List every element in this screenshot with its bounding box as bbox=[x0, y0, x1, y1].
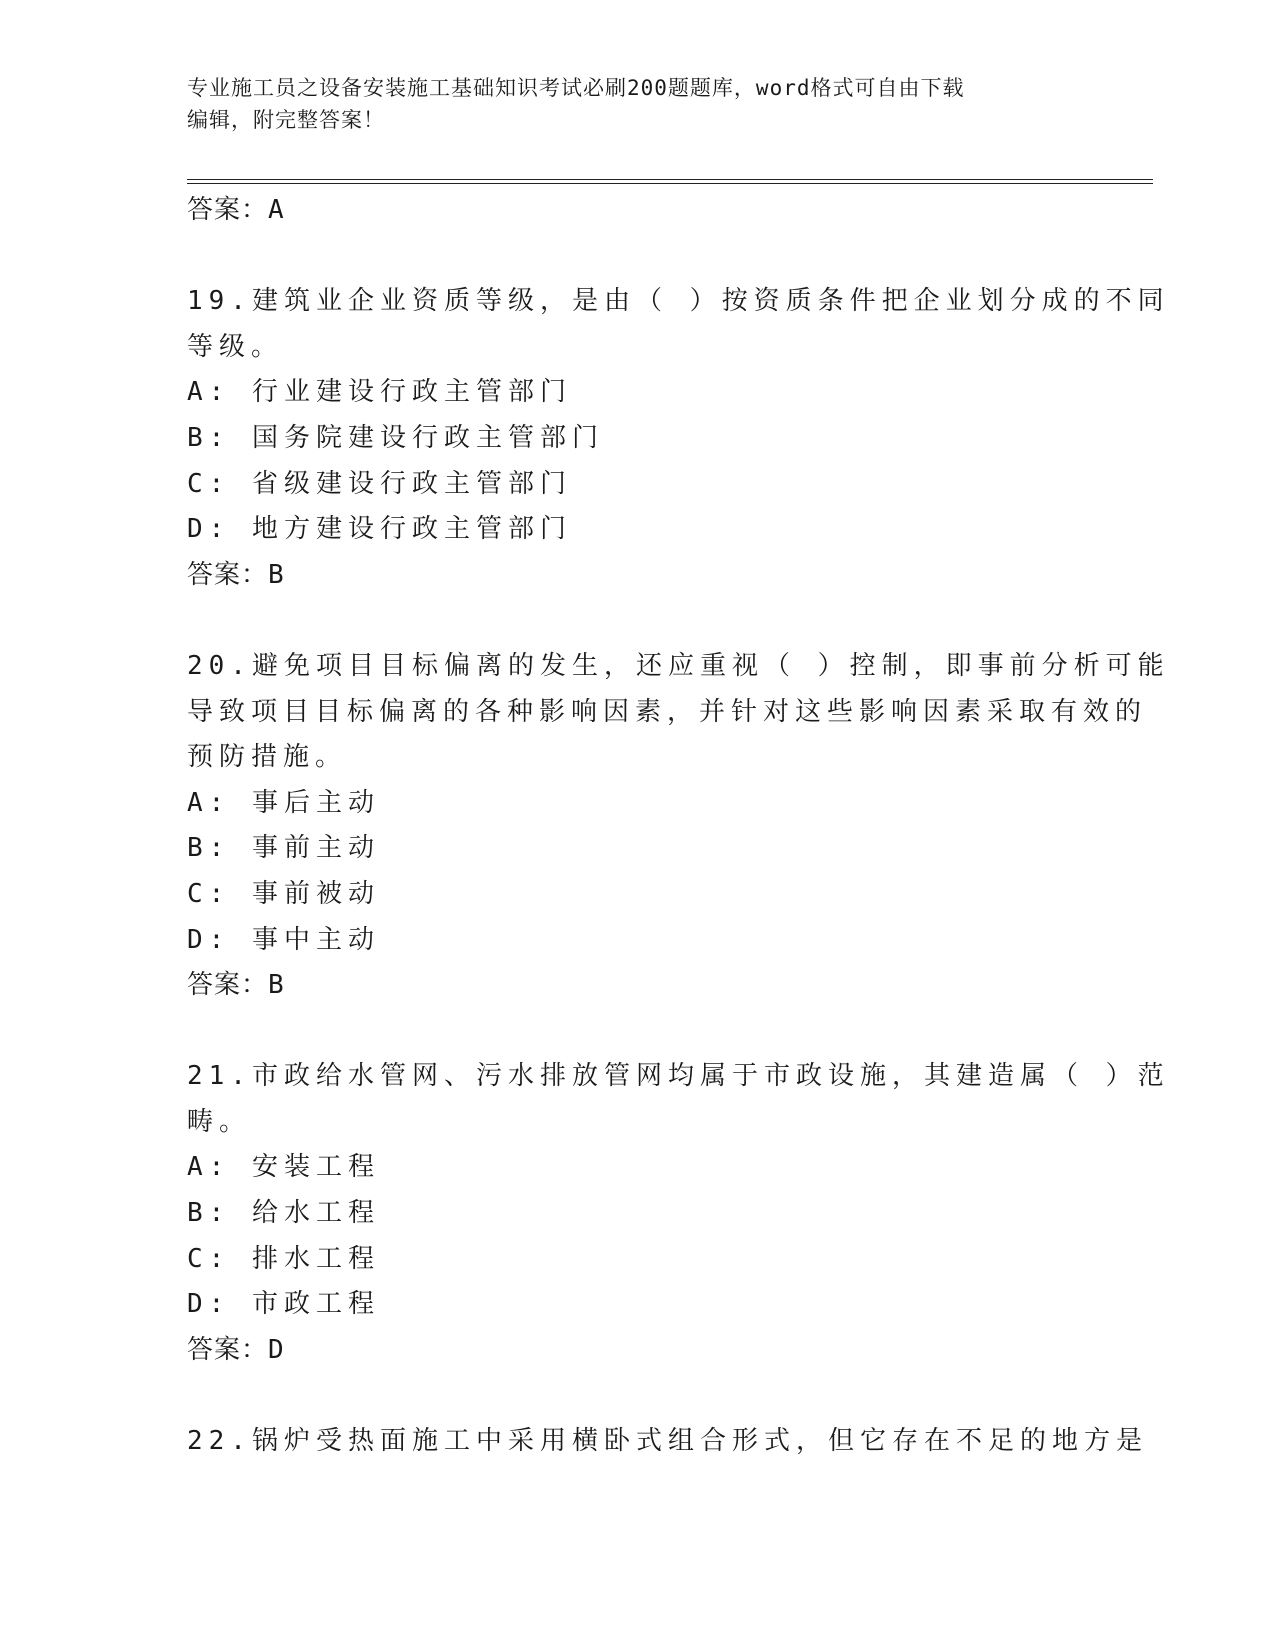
option-a: A: 事后主动 bbox=[187, 787, 380, 818]
answer-line: 答案：B bbox=[187, 559, 285, 590]
answer-line: 答案：B bbox=[187, 970, 285, 1001]
option-b: B: 国务院建设行政主管部门 bbox=[187, 422, 604, 453]
question-stem: 预防措施。 bbox=[187, 742, 348, 773]
question-20 bbox=[187, 644, 1170, 1009]
question-22 bbox=[187, 1419, 1148, 1465]
header-line-1: 专业施工员之设备安装施工基础知识考试必刷200题题库，word格式可自由下载 bbox=[187, 76, 965, 100]
question-stem: 22.锅炉受热面施工中采用横卧式组合形式，但它存在不足的地方是 bbox=[187, 1426, 1148, 1457]
question-21 bbox=[187, 1054, 1170, 1373]
spacer bbox=[187, 598, 1087, 644]
option-b: B: 给水工程 bbox=[187, 1198, 380, 1229]
spacer bbox=[187, 234, 1087, 280]
header-line-2: 编辑，附完整答案！ bbox=[187, 108, 385, 132]
option-a: A: 行业建设行政主管部门 bbox=[187, 377, 572, 408]
answer-line: 答案：D bbox=[187, 1334, 285, 1365]
option-d: D: 事中主动 bbox=[187, 924, 380, 955]
document-header bbox=[187, 72, 1087, 136]
question-stem: 畴。 bbox=[187, 1106, 252, 1137]
option-d: D: 市政工程 bbox=[187, 1289, 380, 1320]
question-19 bbox=[187, 279, 1170, 598]
option-a: A: 安装工程 bbox=[187, 1152, 380, 1183]
option-c: C: 省级建设行政主管部门 bbox=[187, 468, 572, 499]
question-stem: 20.避免项目目标偏离的发生，还应重视（ ）控制，即事前分析可能 bbox=[187, 650, 1170, 681]
option-d: D: 地方建设行政主管部门 bbox=[187, 514, 572, 545]
question-stem: 21.市政给水管网、污水排放管网均属于市政设施，其建造属（ ）范 bbox=[187, 1061, 1170, 1092]
header-rule-top bbox=[187, 179, 1153, 180]
option-b: B: 事前主动 bbox=[187, 833, 380, 864]
option-c: C: 排水工程 bbox=[187, 1243, 380, 1274]
question-stem: 19.建筑业企业资质等级，是由（ ）按资质条件把企业划分成的不同 bbox=[187, 286, 1170, 317]
spacer bbox=[187, 1009, 1087, 1055]
answer-line: 答案：A bbox=[187, 195, 285, 225]
question-stem: 等级。 bbox=[187, 331, 284, 362]
option-c: C: 事前被动 bbox=[187, 878, 380, 909]
question-stem: 导致项目目标偏离的各种影响因素，并针对这些影响因素采取有效的 bbox=[187, 696, 1148, 727]
spacer bbox=[187, 1373, 1087, 1419]
question-list bbox=[187, 188, 1170, 1465]
header-rule-bottom bbox=[187, 183, 1153, 184]
